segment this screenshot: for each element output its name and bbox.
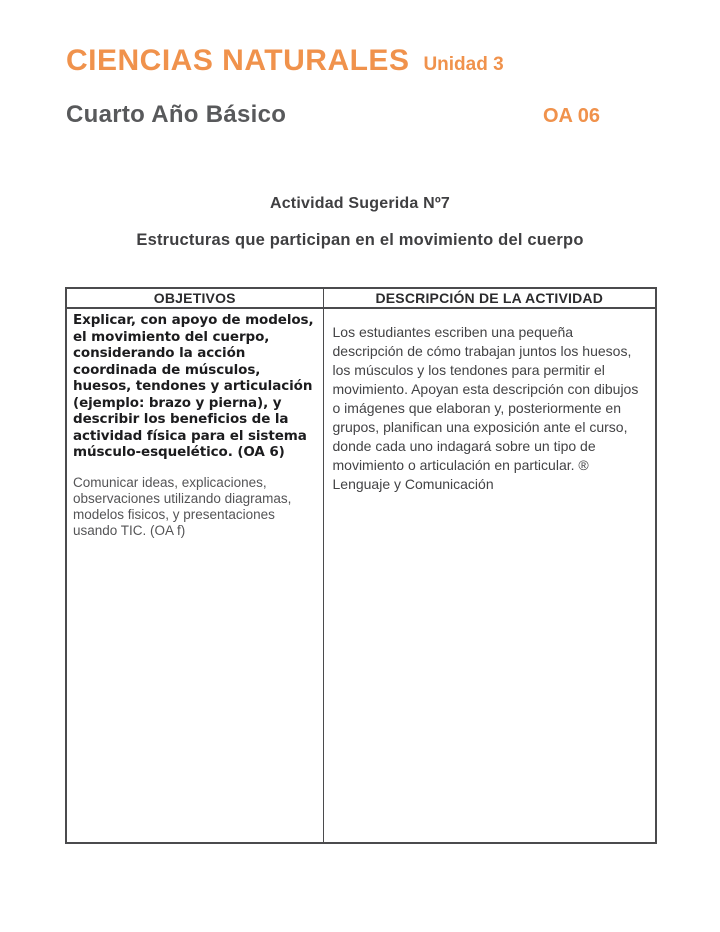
activity-description-text: Los estudiantes escriben una pequeña descripción de cómo trabajan juntos los huesos, los músculos y los tendones para permitir el movimiento. Apoyan esta descripción con dibujos o imágenes que elaboran y, posteriormente en grupos, planifican una exposición ante el curso, donde cada uno indagará sobre un tipo de movimiento o articulación en particular. ® Lenguaje y Comunicación [332, 324, 639, 492]
objective-secondary-text: Comunicar ideas, explicaciones, observaciones utilizando diagramas, modelos fisicos, y presentaciones usando TIC. (OA f) [73, 474, 292, 538]
grade-level-label: Cuarto Año Básico [66, 101, 287, 128]
objective-main-text: Explicar, con apoyo de modelos, el movimiento del cuerpo, considerando la acción coordinada de músculos, huesos, tendones y articulación (ejemplo: brazo y pierna), y describir los beneficios de la actividad física para el sistema músculo-esquelético. (OA 6) [73, 312, 314, 460]
activity-title-block [0, 195, 720, 250]
objectives-cell [66, 308, 323, 843]
table-body-row [66, 308, 656, 843]
objectives-column-header: OBJETIVOS [66, 288, 323, 308]
unit-label: Unidad 3 [423, 54, 504, 75]
description-cell [323, 308, 656, 843]
document-header [0, 0, 720, 129]
table-header-row [66, 288, 656, 308]
header-title-row [66, 44, 655, 78]
activity-title: Actividad Sugerida Nº7 [269, 195, 451, 212]
activity-table [65, 287, 657, 844]
subject-title: CIENCIAS NATURALES [66, 44, 410, 77]
description-column-header: DESCRIPCIÓN DE LA ACTIVIDAD [323, 288, 656, 308]
oa-code-badge: OA 06 [542, 105, 600, 127]
activity-subtitle: Estructuras que participan en el movimiento del cuerpo [136, 231, 584, 249]
header-grade-row [66, 101, 655, 129]
